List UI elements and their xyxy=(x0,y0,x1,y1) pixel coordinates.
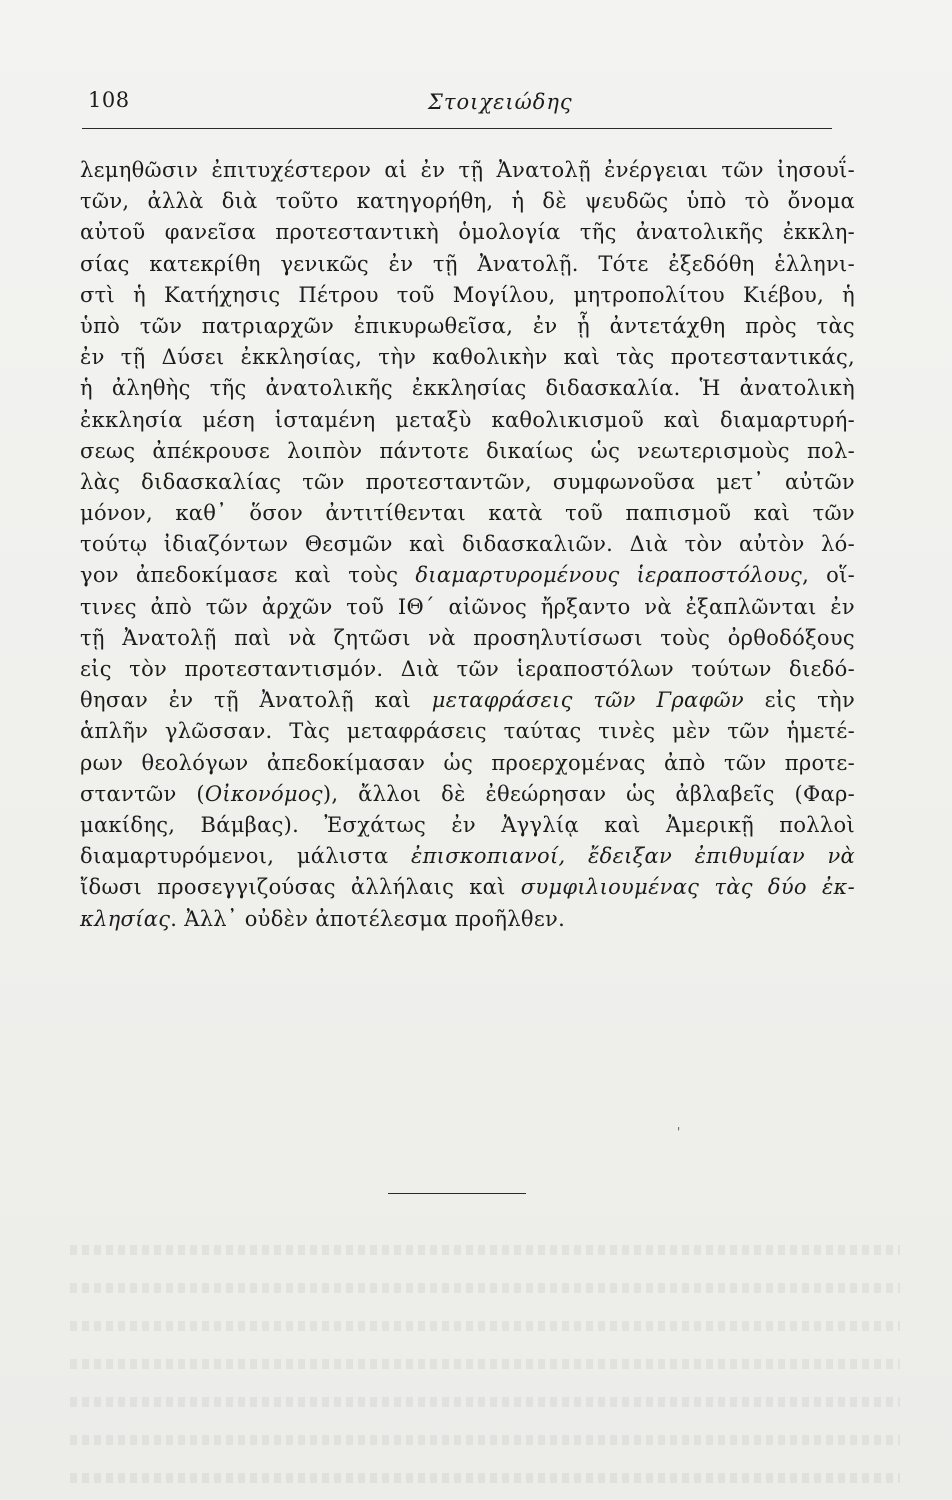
bleed-through xyxy=(70,1397,900,1407)
section-rule xyxy=(388,1193,526,1194)
bleed-through xyxy=(70,1245,900,1255)
header-rule xyxy=(82,128,832,129)
italic-phrase: μεταφράσεις τῶν Γραφῶν xyxy=(431,688,744,713)
text-line: ἐν τῇ Δύσει ἐκκλησίας, τὴν καθολικὴν καὶ τὰς προτεσταντικάς, xyxy=(80,345,855,370)
text-line: σταντῶν (Οἰκονόμος), ἄλλοι δὲ ἐθεώρησαν ὡς ἀβλαβεῖς (Φαρ- xyxy=(80,781,855,806)
text-line: διαμαρτυρόμενοι, μάλιστα ἐπισκοπιανοί, ἔδειξαν ἐπιθυμίαν νὰ xyxy=(80,844,856,869)
page-header xyxy=(88,88,838,128)
text-line: σεως ἀπέκρουσε λοιπὸν πάντοτε δικαίως ὡς νεωτερισμοὺς πολ- xyxy=(80,438,855,463)
text-line: ἡ ἀληθὴς τῆς ἀνατολικῆς ἐκκλησίας διδασκαλία. Ἡ ἀνατολικὴ xyxy=(80,376,855,401)
text-line: ἴδωσι προσεγγιζούσας ἀλλήλαις καὶ συμφιλιουμένας τὰς δύο ἐκ- xyxy=(80,875,855,900)
text-line: θησαν ἐν τῇ Ἀνατολῇ καὶ μεταφράσεις τῶν Γραφῶν εἰς τὴν xyxy=(80,688,856,713)
text-line: ρων θεολόγων ἀπεδοκίμασαν ὡς προερχομένας ἀπὸ τῶν προτε- xyxy=(80,750,855,775)
text-line: γον ἀπεδοκίμασε καὶ τοὺς διαμαρτυρομένους ἱεραποστόλους, οἵ- xyxy=(80,563,856,588)
text-line: λεμηθῶσιν ἐπιτυχέστερον αἱ ἐν τῇ Ἀνατολῇ ἐνέργειαι τῶν ἰησουΐ- xyxy=(80,158,855,182)
text-line: σίας κατεκρίθη γενικῶς ἐν τῇ Ἀνατολῇ. Τότε ἐξεδόθη ἑλληνι- xyxy=(80,251,855,276)
italic-phrase: κλησίας xyxy=(80,906,171,931)
text-line: κλησίας. Ἀλλ᾿ οὐδὲν ἀποτέλεσμα προῆλθεν. xyxy=(80,906,566,931)
text-line: ἁπλῆν γλῶσσαν. Τὰς μεταφράσεις ταύτας τινὲς μὲν τῶν ἡμετέ- xyxy=(80,719,855,744)
page-number: 108 xyxy=(88,88,130,112)
bleed-through xyxy=(70,1321,900,1331)
text-line: τούτῳ ἰδιαζόντων Θεσμῶν καὶ διδασκαλιῶν. Διὰ τὸν αὐτὸν λό- xyxy=(80,532,855,557)
text-line: λὰς διδασκαλίας τῶν προτεσταντῶν, συμφωνοῦσα μετ᾿ αὐτῶν xyxy=(80,469,855,494)
text-line: τῶν, ἀλλὰ διὰ τοῦτο κατηγορήθη, ἡ δὲ ψευδῶς ὑπὸ τὸ ὄνομα xyxy=(80,189,855,214)
body-text xyxy=(80,155,855,935)
italic-phrase: Οἰκονόμος xyxy=(204,781,323,806)
text-line: μακίδης, Βάμβας). Ἐσχάτως ἐν Ἀγγλίᾳ καὶ Ἀμερικῇ πολλοὶ xyxy=(80,812,855,837)
text-line: τινες ἀπὸ τῶν ἀρχῶν τοῦ ΙΘ΄ αἰῶνος ἤρξαντο νὰ ἐξαπλῶνται ἐν xyxy=(80,594,855,619)
running-head: Στοιχειώδης xyxy=(428,90,573,114)
text-line: ὑπὸ τῶν πατριαρχῶν ἐπικυρωθεῖσα, ἐν ᾗ ἀντετάχθη πρὸς τὰς xyxy=(80,313,855,338)
text-line: μόνον, καθ᾿ ὅσον ἀντιτίθενται κατὰ τοῦ παπισμοῦ καὶ τῶν xyxy=(80,501,855,526)
italic-phrase: ἐπισκοπιανοί, ἔδειξαν ἐπιθυμίαν νὰ xyxy=(411,844,856,869)
bleed-through xyxy=(70,1359,900,1369)
text-line: εἰς τὸν προτεσταντισμόν. Διὰ τῶν ἱεραποστόλων τούτων διεδό- xyxy=(80,657,855,681)
italic-phrase: διαμαρτυρομένους ἱεραποστόλους xyxy=(415,563,803,588)
italic-phrase: συμφιλιουμένας τὰς δύο ἐκ- xyxy=(520,875,855,900)
stray-mark: ' xyxy=(677,1125,681,1139)
text-line: αὐτοῦ φανεῖσα προτεσταντικὴ ὁμολογία τῆς ἀνατολικῆς ἐκκλη- xyxy=(80,220,855,245)
text-line: τῇ Ἀνατολῇ παὶ νὰ ζητῶσι νὰ προσηλυτίσωσι τοὺς ὀρθοδόξους xyxy=(80,625,855,650)
bleed-through xyxy=(70,1473,900,1483)
text-line: ἐκκλησία μέση ἱσταμένη μεταξὺ καθολικισμοῦ καὶ διαμαρτυρή- xyxy=(80,407,855,432)
text-line: στὶ ἡ Κατήχησις Πέτρου τοῦ Μογίλου, μητροπολίτου Κιέβου, ἡ xyxy=(80,282,855,307)
bleed-through xyxy=(70,1283,900,1293)
bleed-through xyxy=(70,1435,900,1445)
